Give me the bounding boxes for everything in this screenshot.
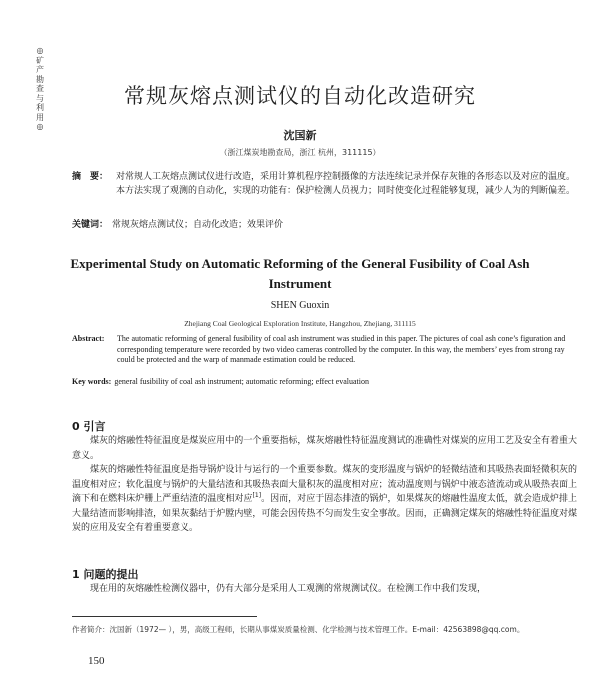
abstract-cn [72, 170, 577, 198]
author-name-cn: 沈国新 [283, 129, 317, 142]
paragraph-text: 。因而，对应于固态排渣的锅炉，如果煤灰的熔融性温度太低，就会造成炉排上大量结渣而影响排渣，如果灰黏结于炉膛内壁，可能会因传热不匀而发生安全事故。因而，正确测定煤灰的熔融性特征温度对煤炭的应用及安全有着重要意义。 [72, 494, 577, 533]
section-problem-body [72, 582, 577, 597]
section-heading-problem: 1 问题的提出 [72, 568, 139, 581]
sidebar-char: 矿 [36, 55, 44, 65]
author-name-en: SHEN Guoxin [270, 300, 330, 311]
section-heading-introduction: 0 引言 [72, 420, 106, 433]
paper-title-en: Experimental Study on Automatic Reforming of the General Fusibility of Coal Ash Instrument [70, 256, 530, 291]
abstract-cn-text: 对常规人工灰熔点测试仪进行改造，采用计算机程序控制摄像的方法连续记录并保存灰锥的各形态以及对应的温度。本方法实现了观测的自动化，实现的功能有：保护检测人员视力；同时使变化过程能够复现，减少人为的判断偏差。 [116, 172, 576, 196]
sidebar-char: 与 [36, 93, 44, 103]
author-affiliation-cn: （浙江煤炭地勘查局，浙江 杭州，311115） [219, 148, 381, 157]
author-affiliation-en: Zhejiang Coal Geological Exploration Institute, Hangzhou, Zhejiang, 311115 [184, 319, 416, 328]
section-introduction-body [72, 434, 577, 536]
author-bio-footnote: 作者简介：沈国新（1972— ），男，高级工程师，长期从事煤炭质量检测、化学检测与技术管理工作。E-mail：42563898@qq.com。 [72, 625, 525, 634]
citation-ref: [1] [252, 492, 262, 499]
sidebar-char: 利 [36, 103, 44, 112]
sidebar-char: 勘 [36, 74, 44, 84]
abstract-cn-label: 摘 要： [72, 172, 109, 182]
keywords-cn-label: 关键词： [72, 220, 109, 230]
paper-title-cn: 常规灰熔点测试仪的自动化改造研究 [124, 84, 476, 108]
keywords-en-text: general fusibility of coal ash instrument; automatic reforming; effect evaluation [114, 377, 369, 386]
paragraph: 煤灰的熔融性特征温度是煤炭应用中的一个重要指标，煤灰熔融性特征温度测试的准确性对煤炭的应用工艺及安全有着重大意义。 [72, 436, 577, 461]
sidebar-char: ◎ [36, 46, 44, 55]
abstract-en-label: Abstract: [72, 334, 105, 343]
footnote-divider [72, 616, 257, 617]
paragraph: 现在用的灰熔融性检测仪器中，仍有大部分是采用人工观测的常规测试仪。在检测工作中我们发现， [90, 584, 487, 594]
sidebar-char: 用 [36, 112, 44, 122]
page-number: 150 [88, 655, 105, 667]
sidebar-char: ◎ [36, 122, 44, 131]
keywords-en-label: Key words: [72, 377, 112, 386]
sidebar-char: 查 [36, 84, 44, 93]
sidebar-char: 产 [36, 65, 44, 74]
paragraph [72, 463, 577, 536]
keywords-cn [72, 217, 577, 230]
abstract-en [72, 334, 577, 366]
paragraph-text: 煤灰的熔融性特征温度是指导锅炉设计与运行的一个重要参数。煤灰的变形温度与锅炉的轻微结渣和其吸热表面轻微积灰的温度相对应；软化温度与锅炉的大量结渣和其吸热表面大量积灰的温度相对应；流动温度则与锅炉中液态渣流动或从吸热表面上滴下和在燃料床炉栅上严重结渣的温度相对应 [72, 465, 577, 504]
abstract-en-text: The automatic reforming of general fusibility of coal ash instrument was studied in this paper. The pictures of coal ash cone’s figuration and corresponding temperature were recorded by two video cameras controlled by the computer. In this way, the members’ eyes from strong ray could be protected and the warp of manmade estimation could be reduced. [117, 334, 566, 364]
keywords-cn-text: 常规灰熔点测试仪；自动化改造；效果评价 [112, 220, 284, 230]
keywords-en [72, 377, 577, 386]
